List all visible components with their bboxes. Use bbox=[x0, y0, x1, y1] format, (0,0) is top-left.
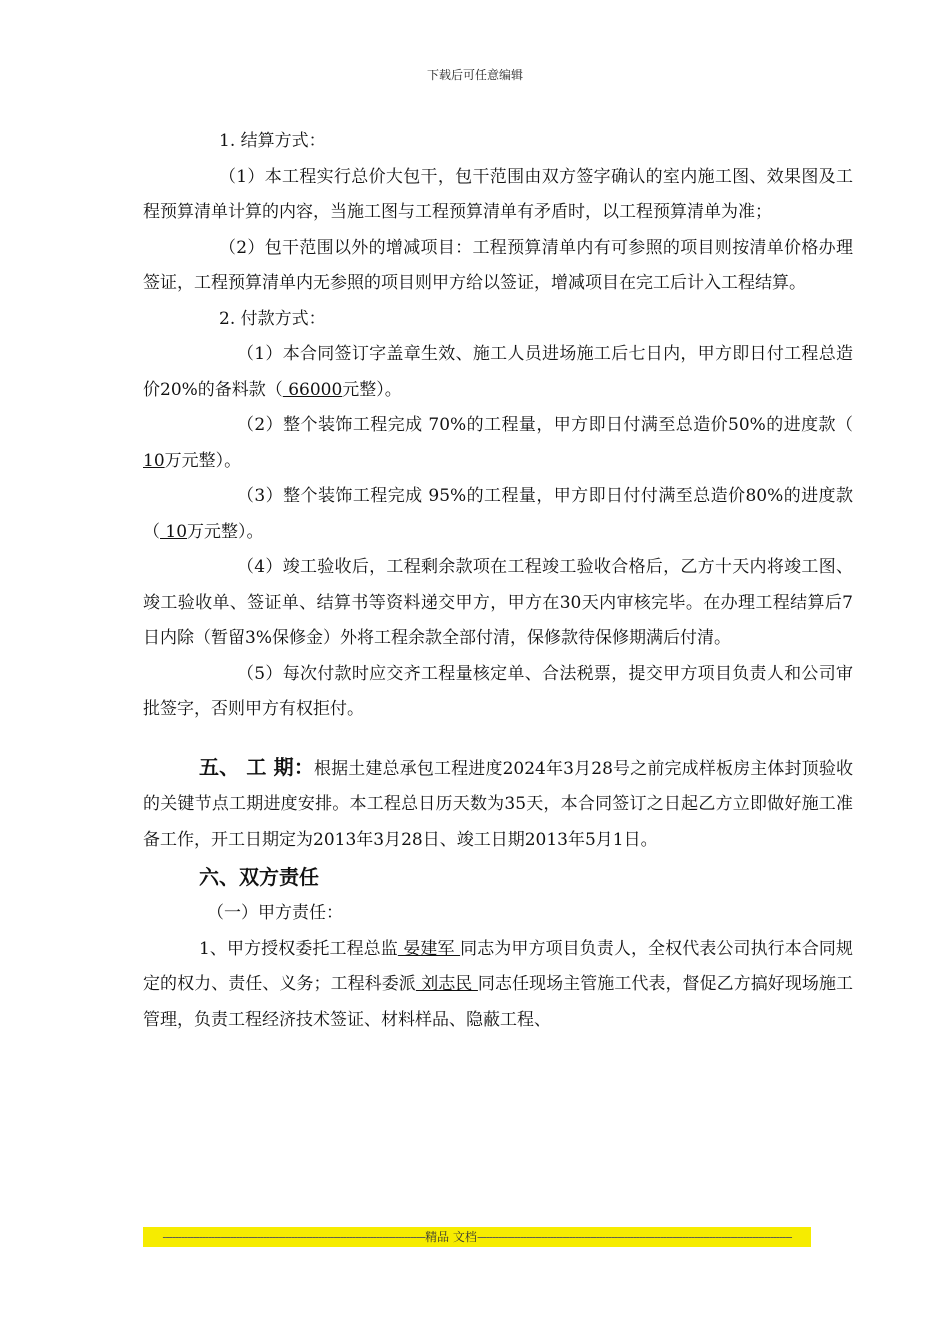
party-a-duties-title: （一）甲方责任： bbox=[207, 903, 343, 923]
duty-1-text-a: 1、甲方授权委托工程总监 bbox=[199, 938, 398, 959]
payment-clause-2-text: （2）整个装饰工程完成 70%的工程量，甲方即日付满至总造价50%的进度款（ bbox=[237, 415, 853, 435]
progress-amount-2: 10 bbox=[160, 521, 188, 542]
page-header: 下载后可任意编辑 bbox=[426, 68, 523, 82]
project-lead-name: 晏建军 bbox=[397, 938, 461, 959]
payment-clause-1 bbox=[143, 337, 853, 408]
section-5 bbox=[143, 750, 853, 859]
payment-title: 2. 付款方式： bbox=[219, 308, 326, 329]
payment-clause-1-text: （1）本合同签订字盖章生效、施工人员进场施工后七日内，甲方即日付工程总造价20%的备料款（ bbox=[143, 344, 853, 400]
footer-dash-right: ------------------------------------------------------------------------------------------------------- bbox=[476, 1230, 792, 1244]
payment-clause-4: （4）竣工验收后，工程剩余款项在工程竣工验收合格后，乙方十天内将竣工图、竣工验收单、签证单、结算书等资料递交甲方，甲方在30天内审核完毕。在办理工程结算后7日内除（暂留3%保修金）外将工程余款全部付清，保修款待保修期满后付清。 bbox=[143, 557, 853, 648]
document-body bbox=[143, 124, 853, 1038]
payment-clause-2 bbox=[143, 408, 853, 479]
payment-clause-2-end: 万元整）。 bbox=[164, 450, 242, 471]
settlement-clause-2: （2）包干范围以外的增减项目：工程预算清单内有可参照的项目则按清单价格办理签证，工程预算清单内无参照的项目则甲方给以签证，增减项目在完工后计入工程结算。 bbox=[143, 237, 853, 293]
payment-clause-1-end: 元整）。 bbox=[342, 379, 402, 400]
footer-banner bbox=[143, 1227, 811, 1247]
settlement-clause-1: （1）本工程实行总价大包干，包干范围由双方签字确认的室内施工图、效果图及工程预算清单计算的内容，当施工图与工程预算清单有矛盾时，以工程预算清单为准； bbox=[143, 166, 853, 222]
payment-clause-3-end: 万元整）。 bbox=[187, 521, 264, 542]
spacer bbox=[143, 728, 853, 750]
payment-clause-5: （5）每次付款时应交齐工程量核定单、合法税票，提交甲方项目负责人和公司审批签字，否则甲方有权拒付。 bbox=[143, 663, 853, 719]
party-a-duty-1 bbox=[143, 932, 853, 1039]
section-5-text: 根据土建总承包工程进度2024年3月28号之前完成样板房主体封顶验收的关键节点工期进度安排。本工程总日历天数为35天，本合同签订之日起乙方立即做好施工准备工作，开工日期定为2013年3月28日、竣工日期2013年5月1日。 bbox=[143, 758, 853, 850]
prepayment-amount: 66000 bbox=[282, 379, 343, 400]
payment-clause-3 bbox=[143, 479, 853, 550]
duty-1-text-b: 同志为甲方项目负责人，全权代表公司执行本合同规定的权力、责任、义务；工程科委派 bbox=[143, 938, 854, 994]
section-6-heading: 六、双方责任 bbox=[199, 865, 319, 889]
payment-clause-3-text: （3）整个装饰工程完成 95%的工程量，甲方即日付付满至总造价80%的进度款（ bbox=[143, 486, 853, 542]
duty-1-text-c: 同志任现场主管施工代表，督促乙方搞好现场施工管理，负责工程经济技术签证、材料样品、隐蔽工程、 bbox=[143, 974, 854, 1030]
footer-text: 精品 文档 bbox=[425, 1230, 477, 1244]
progress-amount-1: 10 bbox=[143, 450, 165, 471]
footer-dash-left: -------------------------------------------------------------------------------------- bbox=[162, 1230, 426, 1244]
site-rep-name: 刘志民 bbox=[415, 974, 478, 994]
settlement-title: 1. 结算方式： bbox=[219, 131, 326, 151]
section-5-heading: 五、 工 期： bbox=[199, 754, 314, 779]
